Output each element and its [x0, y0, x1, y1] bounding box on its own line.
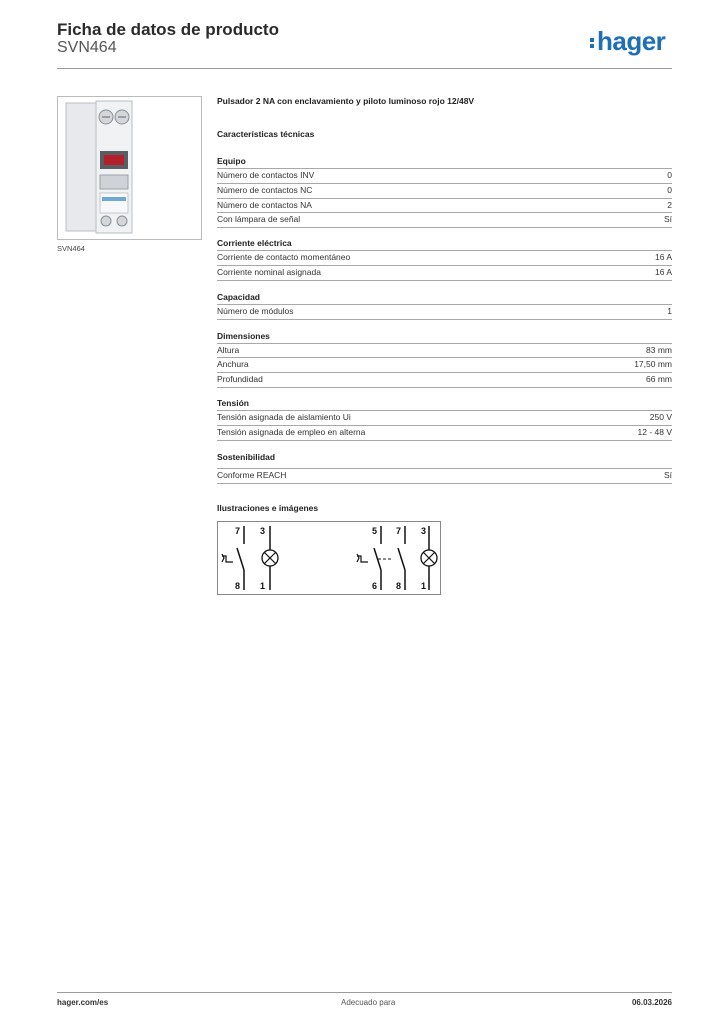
- product-reference: SVN464: [57, 39, 117, 56]
- logo-dots-icon: [590, 36, 595, 50]
- terminal-label: 6: [372, 581, 378, 591]
- push-button-module-icon: [58, 97, 201, 239]
- footer-middle-text: Adecuado para: [341, 998, 396, 1007]
- wiring-diagram: [217, 521, 441, 595]
- spec-row: Altura 83 mm: [217, 343, 672, 358]
- header-divider: [57, 68, 672, 69]
- footer-date: 06.03.2026: [631, 998, 672, 1007]
- product-image: [57, 96, 202, 240]
- terminal-label: 3: [260, 526, 266, 536]
- spec-row: Tensión asignada de empleo en alterna 12 - 48 V: [217, 425, 672, 441]
- terminal-label: 1: [260, 581, 266, 591]
- spec-row: Anchura 17,50 mm: [217, 357, 672, 372]
- spec-row: Corriente nominal asignada 16 A: [217, 265, 672, 281]
- footer-website-link[interactable]: hager.com/es: [57, 998, 109, 1007]
- spec-row: Corriente de contacto momentáneo 16 A: [217, 250, 672, 265]
- spec-row: Tensión asignada de aislamiento Ui 250 V: [217, 410, 672, 425]
- terminal-label: 5: [372, 526, 378, 536]
- characteristics-heading: Características técnicas: [217, 129, 315, 139]
- terminal-label: 1: [421, 581, 427, 591]
- footer-divider: [57, 992, 672, 993]
- section-title-dimensiones: Dimensiones: [217, 331, 270, 341]
- spec-row: Número de contactos NA 2: [217, 198, 672, 213]
- section-title-equipo: Equipo: [217, 156, 246, 166]
- spec-row: Número de contactos INV 0: [217, 168, 672, 183]
- terminal-label: 7: [235, 526, 241, 536]
- terminal-label: 7: [396, 526, 402, 536]
- section-title-tension: Tensión: [217, 398, 249, 408]
- circuit-diagram-icon: [218, 522, 440, 594]
- spec-row: Con lámpara de señal Sí: [217, 212, 672, 228]
- product-description: Pulsador 2 NA con enclavamiento y piloto luminoso rojo 12/48V: [217, 96, 475, 106]
- spec-row: Número de contactos NC 0: [217, 183, 672, 198]
- spec-row: Número de módulos 1: [217, 304, 672, 320]
- spec-row: Conforme REACH Sí: [217, 468, 672, 484]
- page-title: Ficha de datos de producto: [57, 20, 279, 39]
- logo-text: hager: [597, 26, 666, 56]
- section-title-sostenibilidad: Sostenibilidad: [217, 452, 276, 462]
- illustrations-heading: Ilustraciones e imágenes: [217, 503, 319, 513]
- hager-logo[interactable]: [590, 26, 665, 57]
- section-title-capacidad: Capacidad: [217, 292, 260, 302]
- image-caption: SVN464: [57, 244, 85, 253]
- terminal-label: 3: [421, 526, 427, 536]
- spec-row: Profundidad 66 mm: [217, 372, 672, 388]
- section-title-corriente: Corriente eléctrica: [217, 238, 292, 248]
- terminal-label: 8: [396, 581, 402, 591]
- terminal-label: 8: [235, 581, 241, 591]
